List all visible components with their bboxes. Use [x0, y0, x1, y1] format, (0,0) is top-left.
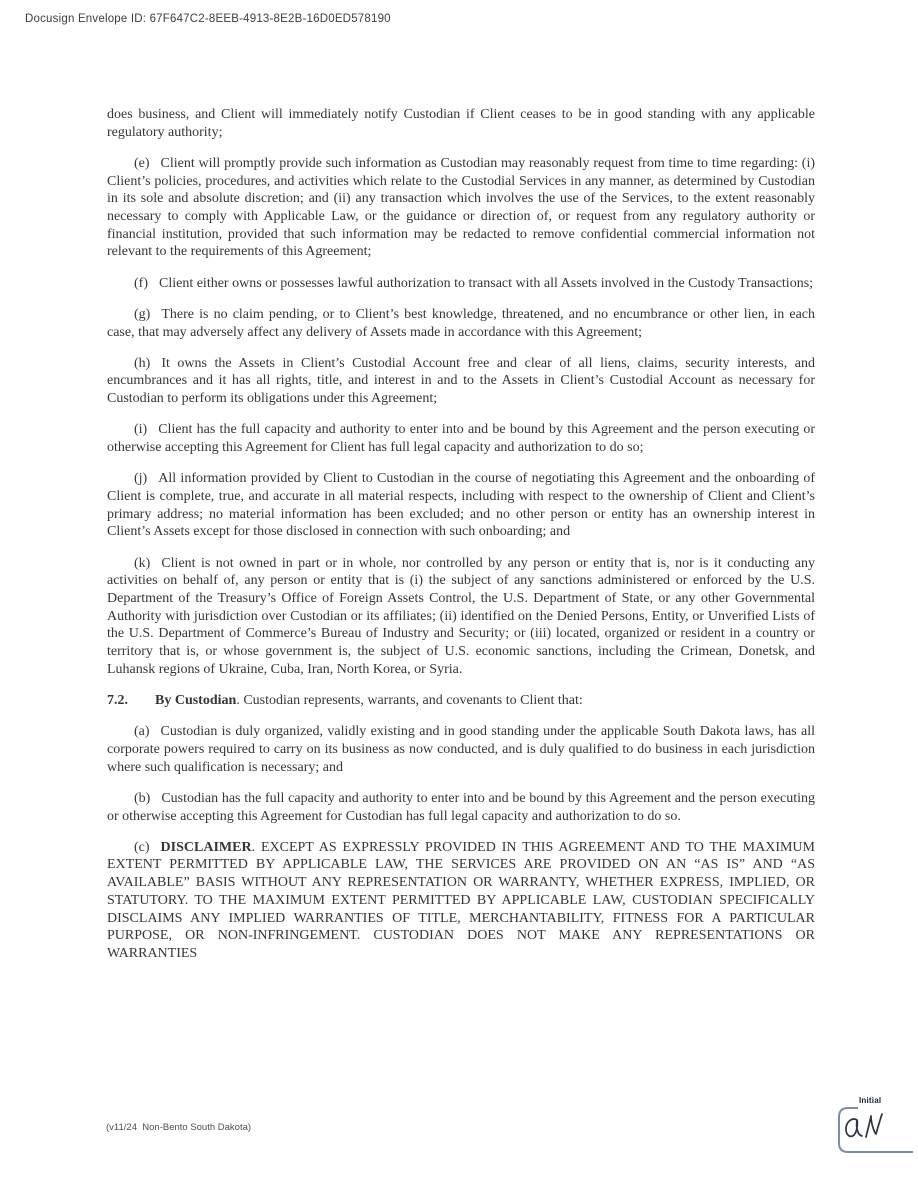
text-segment: Client has the full capacity and authority to enter into and be bound by this Agreement and the person executing or otherwise accepting this Agreement for Client has full legal capacity and authorization to do so;: [107, 422, 815, 456]
text-segment: DISCLAIMER: [160, 839, 252, 855]
text-segment: (j): [134, 471, 148, 487]
docusign-envelope-id: Docusign Envelope ID: 67F647C2-8EEB-4913-8E2B-16D0ED578190: [25, 13, 391, 25]
paragraph-clause-k: [107, 555, 815, 679]
text-segment: Client either owns or possesses lawful authorization to transact with all Assets involved in the Custody Transactions;: [159, 275, 814, 291]
text-segment: By Custodian: [155, 692, 237, 708]
paragraph-clause-f: [107, 275, 815, 293]
text-segment: (e): [134, 155, 150, 171]
text-segment: It owns the Assets in Client’s Custodial Account free and clear of all liens, claims, security interests, and encumbrances and it has all rights, title, and interest in and to the Assets in Client’s Custodial Account as necessary for Custodian to perform its obligations under this Agreement;: [107, 355, 815, 407]
text-segment: Client is not owned in part or in whole, nor controlled by any person or entity that is, nor is it conducting any activities on behalf of, any person or entity that is (i) the subject of any sanctions administered or enforced by the U.S. Department of the Treasury’s Office of Foreign Assets Control, the U.S. Department of State, or any other Governmental Authority with jurisdiction over Custodian or its affiliates; (ii) identified on the Denied Persons, Entity, or Unverified Lists of the U.S. Department of Commerce’s Bureau of Industry and Security; or (iii) located, organized or resident in a country or territory that is, or whose government is, the subject of U.S. economic sanctions, including the Crimean, Donetsk, and Luhansk regions of Ukraine, Cuba, Iran, North Korea, or Syria.: [107, 555, 815, 677]
initials-signature: [846, 1114, 882, 1137]
text-segment: There is no claim pending, or to Client’s best knowledge, threatened, and no encumbrance or other lien, in each case, that may adversely affect any delivery of Assets made in accordance with this Agreement;: [107, 306, 815, 340]
text-segment: All information provided by Client to Custodian in the course of negotiating this Agreement and the onboarding of Client is complete, true, and accurate in all material respects, including with respect to the ownership of Client and Client’s primary address; no material information has been excluded; and no other person or entity has an ownership interest in Client’s Assets except for those disclosed in connection with such onboarding; and: [107, 471, 815, 540]
text-segment: (b): [134, 790, 151, 806]
paragraph-clause-d-continuation: [107, 106, 815, 141]
paragraph-clause-e: [107, 155, 815, 261]
text-segment: . Custodian represents, warrants, and covenants to Client that:: [236, 692, 583, 708]
text-segment: Client will promptly provide such information as Custodian may reasonably request from time to time regarding: (i) Client’s policies, procedures, and activities which relate to the Custodial Services in any manner, as determined by Custodian in its sole and absolute discretion; and (ii) any transaction which involves the use of the Services, to the extent reasonably necessary to comply with Applicable Law, or the guidance or direction of, or request from any regulatory authority or financial institution, provided that such information may be redacted to remove confidential commercial information not relevant to the requirements of this Agreement;: [107, 155, 815, 260]
text-segment: . EXCEPT AS EXPRESSLY PROVIDED IN THIS AGREEMENT AND TO THE MAXIMUM EXTENT PERMITTED BY APPLICABLE LAW, THE SERVICES ARE PROVIDED ON AN “AS IS” AND “AS AVAILABLE” BASIS WITHOUT ANY REPRESENTATION OR WARRANTY, WHETHER EXPRESS, IMPLIED, OR STATUTORY. TO THE MAXIMUM EXTENT PERMITTED BY APPLICABLE LAW, CUSTODIAN SPECIFICALLY DISCLAIMS ANY IMPLIED WARRANTIES OF TITLE, MERCHANTABILITY, FITNESS FOR A PARTICULAR PURPOSE, OR NON-INFRINGEMENT. CUSTODIAN DOES NOT MAKE ANY REPRESENTATIONS OR WARRANTIES: [107, 839, 815, 961]
agreement-text-body: [107, 106, 815, 976]
text-segment: (i): [134, 422, 148, 438]
paragraph-clause-g: [107, 306, 815, 341]
paragraph-clause-h: [107, 355, 815, 408]
initial-field-label: Initial: [859, 1096, 882, 1105]
text-segment: (k): [134, 555, 151, 571]
paragraph-section-7-2-heading: [107, 692, 815, 710]
initial-tab-bracket-icon: [834, 1096, 918, 1158]
paragraph-clause-7-2-a: [107, 723, 815, 776]
paragraph-clause-7-2-b: [107, 790, 815, 825]
text-segment: 7.2.: [107, 692, 128, 708]
text-segment: (a): [134, 724, 150, 740]
text-segment: (h): [134, 355, 151, 371]
paragraph-clause-i: [107, 421, 815, 456]
paragraph-clause-j: [107, 470, 815, 541]
text-segment: (c): [134, 839, 150, 855]
text-segment: Custodian has the full capacity and authority to enter into and be bound by this Agreement and the person executing or otherwise accepting this Agreement for Custodian has full legal capacity and authorization to do so.: [107, 790, 815, 824]
version-note: (v11/24 Non-Bento South Dakota): [106, 1122, 252, 1133]
paragraph-clause-7-2-c-disclaimer: [107, 839, 815, 963]
initial-field[interactable]: [834, 1096, 918, 1158]
text-segment: (f): [134, 275, 148, 291]
text-segment: Custodian is duly organized, validly existing and in good standing under the applicable South Dakota laws, has all corporate powers required to carry on its business as now conducted, and is duly qualified to do business in each jurisdiction where such qualification is necessary; and: [107, 724, 815, 775]
text-segment: does business, and Client will immediately notify Custodian if Client ceases to be in good standing with any applicable regulatory authority;: [107, 107, 815, 140]
text-segment: (g): [134, 306, 151, 322]
